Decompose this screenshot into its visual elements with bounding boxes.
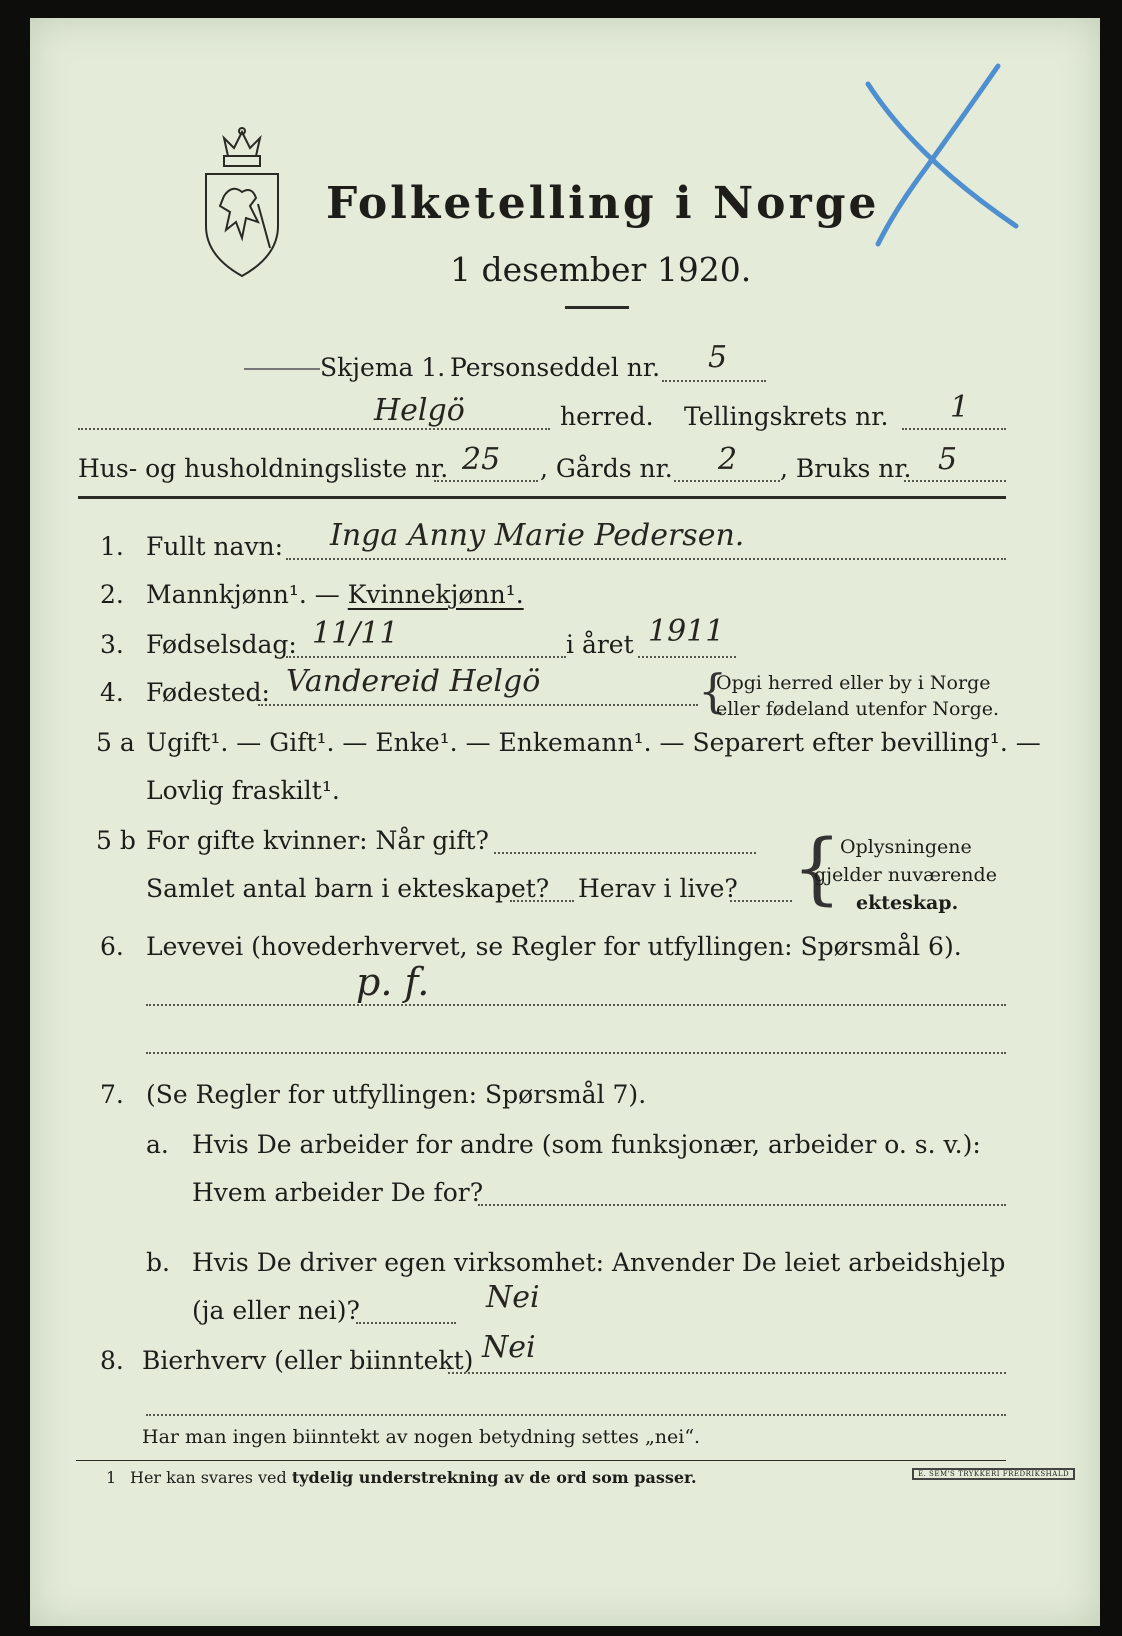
footnote: Her kan svares ved tydelig understrekning av de ord som passer. xyxy=(130,1468,697,1487)
q5b-label-2: Samlet antal barn i ekteskapet? xyxy=(146,874,550,903)
q7b-letter: b. xyxy=(146,1248,170,1277)
title-divider xyxy=(565,306,629,309)
q3-number: 3. xyxy=(100,630,124,659)
q3-label: Fødselsdag: xyxy=(146,630,297,659)
tellingskrets-label: Tellingskrets nr. xyxy=(684,402,889,431)
q5a-number: 5 a xyxy=(96,728,135,757)
personseddel-value: 5 xyxy=(708,340,728,375)
q4-note-2: eller fødeland utenfor Norge. xyxy=(716,698,1000,720)
q7a-letter: a. xyxy=(146,1130,169,1159)
q7-label: (Se Regler for utfyllingen: Spørsmål 7). xyxy=(146,1080,647,1109)
q2-selected-kvinnekjonn: Kvinnekjønn¹. xyxy=(347,580,524,609)
form-date: 1 desember 1920. xyxy=(450,250,752,289)
q4-answer: Vandereid Helgö xyxy=(286,664,541,699)
q1-answer: Inga Anny Marie Pedersen. xyxy=(330,518,745,553)
q6-label: Levevei (hovederhvervet, se Regler for utfyllingen: Spørsmål 6). xyxy=(146,932,962,961)
q7b-line-1: Hvis De driver egen virksomhet: Anvender De leiet arbeidshjelp xyxy=(192,1248,1006,1277)
tellingskrets-value: 1 xyxy=(950,390,970,425)
q7-number: 7. xyxy=(100,1080,124,1109)
q7a-line-2: Hvem arbeider De for? xyxy=(192,1178,484,1207)
q8-answer: Nei xyxy=(482,1330,536,1365)
printer-stamp: E. SEM'S TRYKKERI FREDRIKSHALD xyxy=(912,1468,1075,1480)
q8-number: 8. xyxy=(100,1346,124,1375)
q8-label: Bierhverv (eller biinntekt) xyxy=(142,1346,474,1375)
coat-of-arms-icon xyxy=(198,126,286,286)
bruks-label: , Bruks nr. xyxy=(780,454,912,483)
herred-label: herred. xyxy=(560,402,654,431)
q1-label: Fullt navn: xyxy=(146,532,284,561)
q3-year-value: 1911 xyxy=(648,614,725,649)
census-form: Folketelling i Norge 1 desember 1920. Skjema 1. Personseddel nr. 5 Helgö herred. Tellingskrets nr. 1 Hus- og husholdningsliste nr. 25 , Gårds nr. 2 , Bruks nr. 5 1. Fullt navn: Inga Anny Marie Pedersen. 2. Mannkjønn¹. — Kvinnekjønn¹. 3. Fødselsdag: 11/11 i året 1911 4. Fødested: Vandereid Helgö { Opgi herred eller by i Norge eller fødeland utenfor Norge. 5 a Ugift¹. — Gift¹. — Enke¹. — Enkemann¹. — Separert efter bevilling¹. — Lovlig fraskilt¹. 5 b For gifte kvinner: Når gift? Samlet antal barn i ekteskapet? Herav i live? { Oplysningene gjelder nuværende ekteskap. 6. Levevei (hovederhvervet, se Regler for utfyllingen: Spørsmål 6). p. f. 7. (Se Regler for utfyllingen: Spørsmål 7). a. Hvis De arbeider for andre (som funksjonær, arbeider o. s. v.): Hvem arbeider De for? b. Hvis De driver egen virksomhet: Anvender De leiet arbeidshjelp (ja eller nei)? Nei 8. Bierhverv (eller biinntekt) Nei Har man ingen biinntekt av nogen betydning settes „nei“. 1 Her kan svares ved tydelig understrekning av de ord som passer. E. SEM'S TRYKKERI FREDRIKSHALD xyxy=(30,18,1100,1626)
bruks-value: 5 xyxy=(938,442,958,477)
q6-number: 6. xyxy=(100,932,124,961)
herred-value: Helgö xyxy=(374,393,465,428)
q3-answer: 11/11 xyxy=(312,616,399,651)
q4-note-1: Opgi herred eller by i Norge xyxy=(716,672,991,694)
q7a-line-1: Hvis De arbeider for andre (som funksjonær, arbeider o. s. v.): xyxy=(192,1130,981,1159)
blue-x-mark xyxy=(856,48,1036,268)
q4-label: Fødested: xyxy=(146,678,270,707)
q5b-number: 5 b xyxy=(96,826,136,855)
hus-label: Hus- og husholdningsliste nr. xyxy=(78,454,449,483)
q2-number: 2. xyxy=(100,580,124,609)
gards-value: 2 xyxy=(718,442,738,477)
form-title: Folketelling i Norge xyxy=(326,178,880,229)
q7b-answer: Nei xyxy=(486,1280,540,1315)
q6-answer: p. f. xyxy=(356,960,430,1004)
hus-value: 25 xyxy=(462,442,501,477)
dash-mark xyxy=(244,368,320,370)
header-rule xyxy=(78,496,1006,499)
q4-number: 4. xyxy=(100,678,124,707)
footnote-mark: 1 xyxy=(106,1468,117,1487)
q5a-line-1: Ugift¹. — Gift¹. — Enke¹. — Enkemann¹. — Separert efter bevilling¹. — xyxy=(146,728,1041,757)
q5a-line-2: Lovlig fraskilt¹. xyxy=(146,776,340,805)
footer-note: Har man ingen biinntekt av nogen betydning settes „nei“. xyxy=(142,1426,701,1448)
personseddel-label: Personseddel nr. xyxy=(450,353,661,382)
q5b-note-3: ekteskap. xyxy=(856,892,959,914)
q1-number: 1. xyxy=(100,532,124,561)
footer-rule xyxy=(76,1460,1006,1461)
q3-year-label: i året xyxy=(566,630,634,659)
q5b-label-1: For gifte kvinner: Når gift? xyxy=(146,826,489,855)
q5b-note-1: Oplysningene xyxy=(840,836,972,858)
skjema-label: Skjema 1. xyxy=(320,353,446,382)
q5b-label-3: Herav i live? xyxy=(578,874,738,903)
gards-label: , Gårds nr. xyxy=(540,454,673,483)
q5b-note-2: gjelder nuværende xyxy=(814,864,997,886)
q2-label: Mannkjønn¹. — Kvinnekjønn¹. xyxy=(146,580,524,609)
q7b-line-2: (ja eller nei)? xyxy=(192,1296,360,1325)
